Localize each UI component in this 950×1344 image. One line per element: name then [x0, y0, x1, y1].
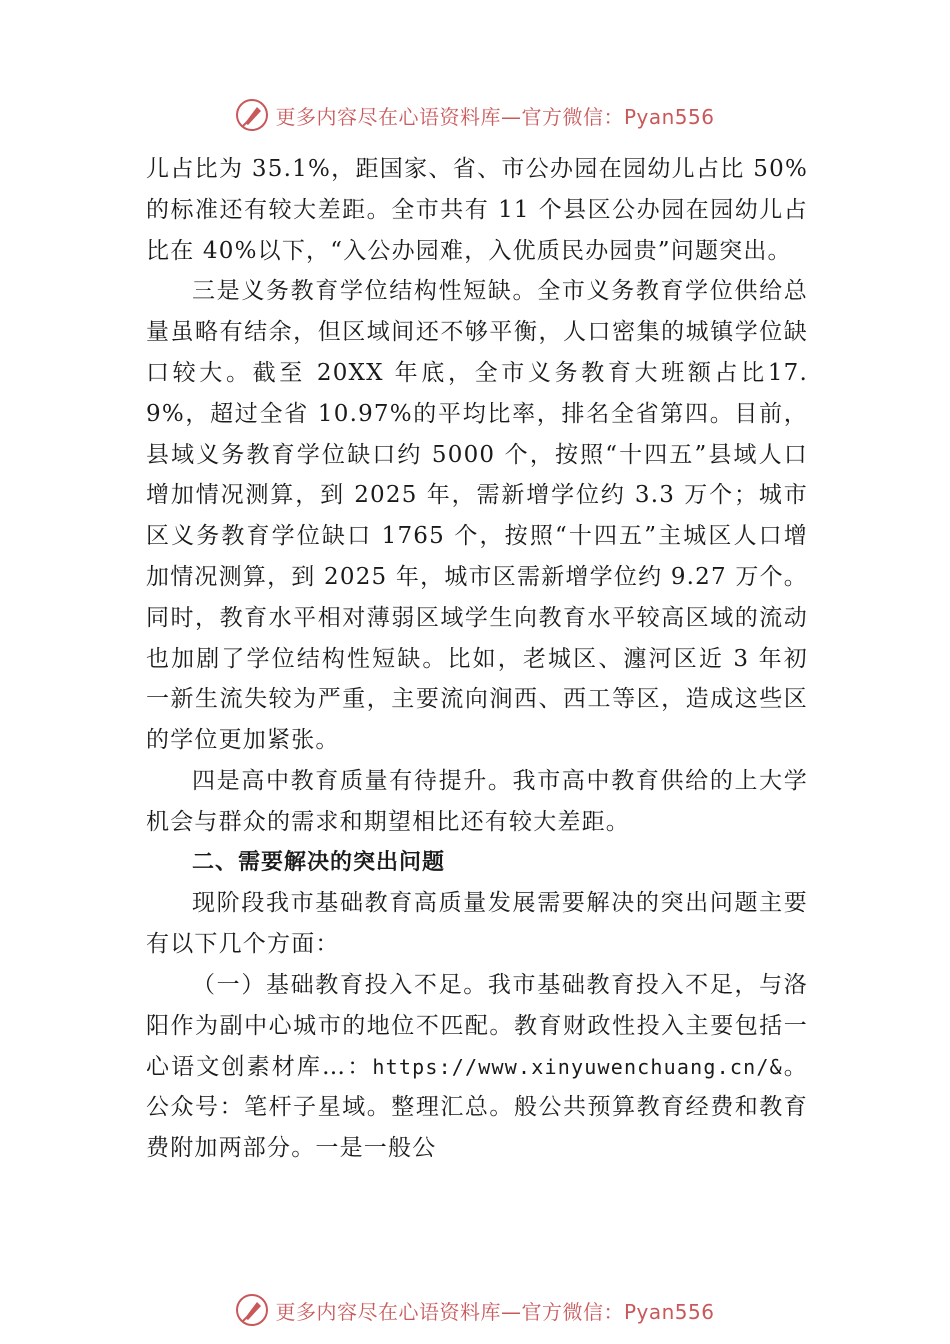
footer-banner — [0, 1290, 950, 1330]
investment-text-b: 。公众号：笔杆子星域。整理汇总。般公共预算教育经费和教育费附加两部分。一是一般公 — [146, 1053, 808, 1162]
header-banner — [0, 95, 950, 135]
paragraph-kindergarten-ratio: 儿占比为 35.1%，距国家、省、市公办园在园幼儿占比 50%的标准还有较大差距。全市共有 11 个县区公办园在园幼儿占比在 40%以下，“入公办园难，入优质民办园贵”问题突出。 — [146, 156, 808, 264]
paragraph-compulsory-education: 三是义务教育学位结构性短缺。全市义务教育学位供给总量虽略有结余，但区域间还不够平衡，人口密集的城镇学位缺口较大。截至 20XX 年底，全市义务教育大班额占比17.9%，超过全省 10.97%的平均比率，排名全省第四。目前，县域义务教育学位缺口约 5000 个，按照“十四五”县域人口增加情况测算，到 2025 年，需新增学位约 3.3 万个；城市区义务教育学位缺口 1765 个，按照“十四五”主城区人口增加情况测算，到 2025 年，城市区需新增学位约 9.27 万个。同时，教育水平相对薄弱区域学生向教育水平较高区域的流动也加剧了学位结构性短缺。比如，老城区、瀍河区近 3 年初一新生流失较为严重，主要流向涧西、西工等区，造成这些区的学位更加紧张。 — [146, 278, 808, 754]
document-body — [146, 149, 808, 1169]
investment-text-a: （一）基础教育投入不足。我市基础教育投入不足，与洛阳作为副中心城市的地位不匹配。教育财政性投入主要包括一心语文创素材库…： — [146, 971, 808, 1080]
pen-nib-logo-icon — [235, 98, 269, 132]
website-link[interactable]: https://www.xinyuwenchuang.cn/& — [372, 1054, 783, 1079]
footer-banner-text: 更多内容尽在心语资料库—官方微信：Pyan556 — [275, 1299, 715, 1324]
paragraph-investment — [146, 965, 808, 1169]
header-banner-text: 更多内容尽在心语资料库—官方微信：Pyan556 — [275, 104, 715, 129]
section-heading-problems: 二、需要解决的突出问题 — [192, 849, 446, 875]
paragraph-high-school-quality: 四是高中教育质量有待提升。我市高中教育供给的上大学机会与群众的需求和期望相比还有较大差距。 — [146, 767, 808, 835]
pen-nib-logo-icon — [235, 1293, 269, 1327]
paragraph-problems-intro: 现阶段我市基础教育高质量发展需要解决的突出问题主要有以下几个方面： — [146, 890, 808, 958]
